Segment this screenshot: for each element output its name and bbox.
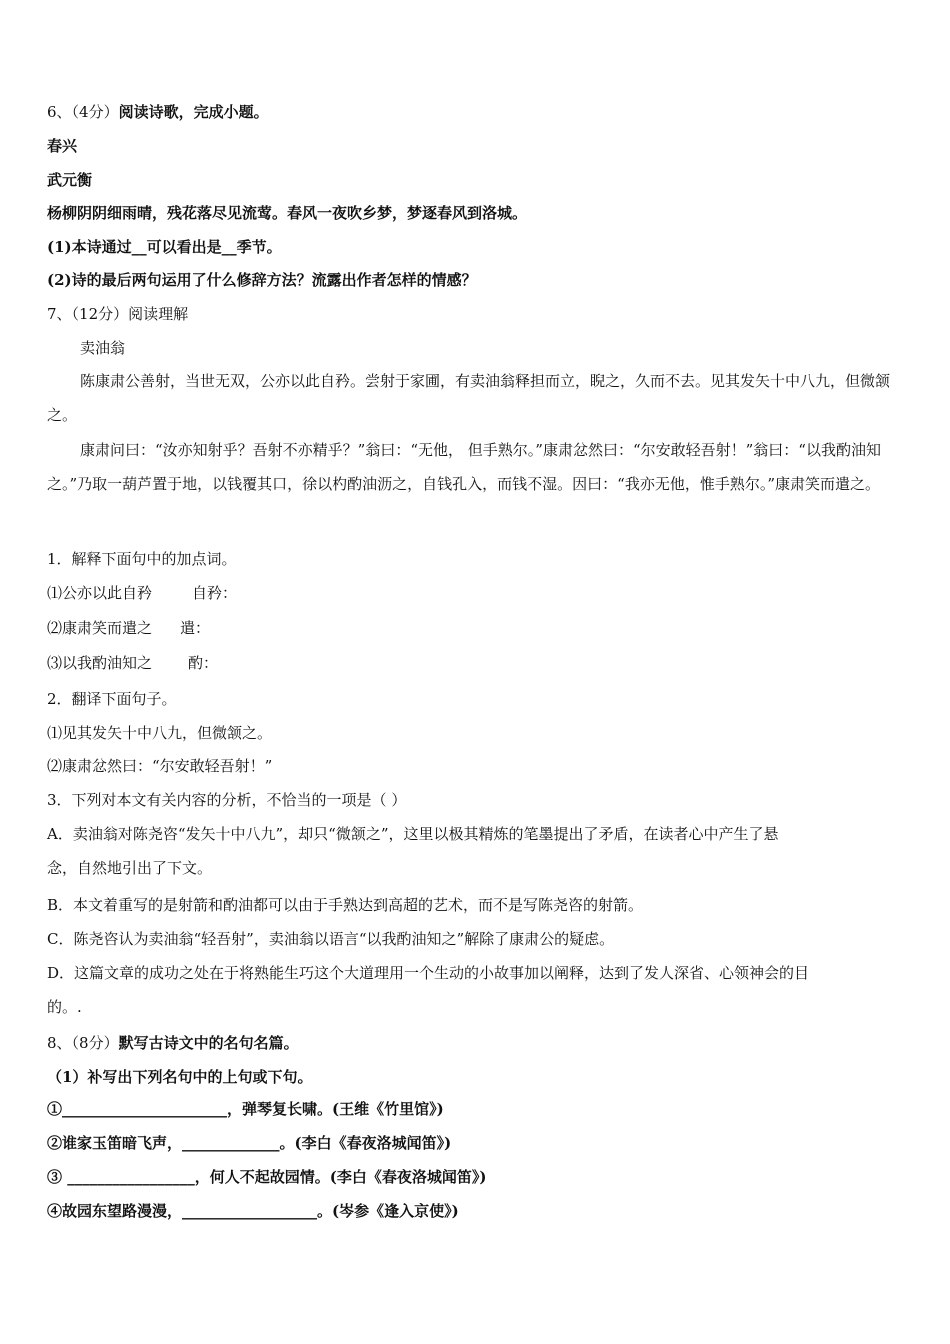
q7-s2-title: 2．翻译下面句子。 bbox=[47, 690, 177, 708]
option-a-line-2: 念，自然地引出了下文。 bbox=[47, 859, 213, 877]
passage-paragraph-1: 陈康肃公善射，当世无双，公亦以此自矜。尝射于家圃，有卖油翁释担而立，睨之，久而不去。见其发矢十中八九，但微颔之。 bbox=[47, 372, 891, 424]
q6-sub1: (1)本诗通过__可以看出是__季节。 bbox=[47, 238, 282, 256]
passage-paragraph-2: 康肃问曰：“汝亦知射乎？吾射不亦精乎？”翁曰：“无他， 但手熟尔。”康肃忿然曰：“尔安敢轻吾射！”翁曰：“以我酌油知之。”乃取一葫芦置于地，以钱覆其口，徐以杓酌油沥之，自钱孔入，而钱不湿。因曰：“我亦无他，惟手熟尔。”康肃笑而遣之。 bbox=[47, 441, 881, 493]
option-a-line-1: A．卖油翁对陈尧咨“发矢十中八九”，却只“微颔之”，这里以极其精炼的笔墨提出了矛盾，在读者心中产生了悬 bbox=[47, 825, 779, 843]
q7-s3-title: 3．下列对本文有关内容的分析，不恰当的一项是（ ） bbox=[47, 791, 407, 809]
q7-s2-item: ⑴见其发矢十中八九，但微颔之。 bbox=[47, 724, 273, 742]
q7-s1-sentence: ⑵康肃笑而遣之 bbox=[47, 619, 153, 637]
fill-blank-item-2: ②谁家玉笛暗飞声，_____________。(李白《春夜洛城闻笛》) bbox=[47, 1134, 452, 1152]
option-c: C．陈尧咨认为卖油翁“轻吾射”，卖油翁以语言“以我酌油知之”解除了康肃公的疑虑。 bbox=[47, 930, 615, 948]
fill-blank-item-1: ①______________________，弹琴复长啸。(王维《竹里馆》) bbox=[47, 1100, 444, 1118]
q7-s1-word: 遣： bbox=[180, 619, 211, 637]
q8-instruction: 默写古诗文中的名句名篇。 bbox=[118, 1034, 299, 1052]
fill-blank-item-4: ④故园东望路漫漫，__________________。(岑参《逢入京使》) bbox=[47, 1202, 459, 1220]
q7-s1-item bbox=[47, 653, 910, 673]
q7-s1-sentence: ⑶以我酌油知之 bbox=[47, 654, 153, 672]
q8-number: 8、（8分） bbox=[47, 1034, 119, 1052]
q7-header: 7、（12分）阅读理解 bbox=[47, 305, 189, 323]
option-d-line-2: 的。. bbox=[47, 998, 82, 1016]
q7-s2-item: ⑵康肃忿然曰：“尔安敢轻吾射！” bbox=[47, 757, 273, 775]
q6-header bbox=[47, 102, 910, 122]
q7-s1-word: 自矜： bbox=[192, 584, 238, 602]
poem-author: 武元衡 bbox=[47, 171, 93, 189]
q6-instruction: 阅读诗歌，完成小题。 bbox=[118, 103, 269, 121]
q6-number: 6、（4分） bbox=[47, 103, 119, 121]
option-d-line-1: D．这篇文章的成功之处在于将熟能生巧这个大道理用一个生动的小故事加以阐释，达到了发人深省、心领神会的目 bbox=[47, 964, 810, 982]
q7-s1-word: 酌： bbox=[188, 654, 219, 672]
q7-s1-title: 1．解释下面句中的加点词。 bbox=[47, 550, 237, 568]
q7-s1-sentence: ⑴公亦以此自矜 bbox=[47, 584, 153, 602]
q6-sub2: (2)诗的最后两句运用了什么修辞方法？流露出作者怎样的情感？ bbox=[47, 271, 477, 289]
option-b: B．本文着重写的是射箭和酌油都可以由于手熟达到高超的艺术，而不是写陈尧咨的射箭。 bbox=[47, 896, 644, 914]
q8-sub1: （1）补写出下列名句中的上句或下句。 bbox=[47, 1068, 313, 1086]
passage-title: 卖油翁 bbox=[80, 339, 126, 357]
poem-title: 春兴 bbox=[47, 137, 78, 155]
q7-s1-item bbox=[47, 618, 910, 638]
poem-text: 杨柳阴阴细雨晴，残花落尽见流莺。春风一夜吹乡梦，梦逐春风到洛城。 bbox=[47, 204, 528, 222]
q8-header bbox=[47, 1033, 910, 1053]
q7-s1-item bbox=[47, 583, 910, 603]
fill-blank-item-3: ③ _________________，何人不起故园情。(李白《春夜洛城闻笛》) bbox=[47, 1168, 487, 1186]
